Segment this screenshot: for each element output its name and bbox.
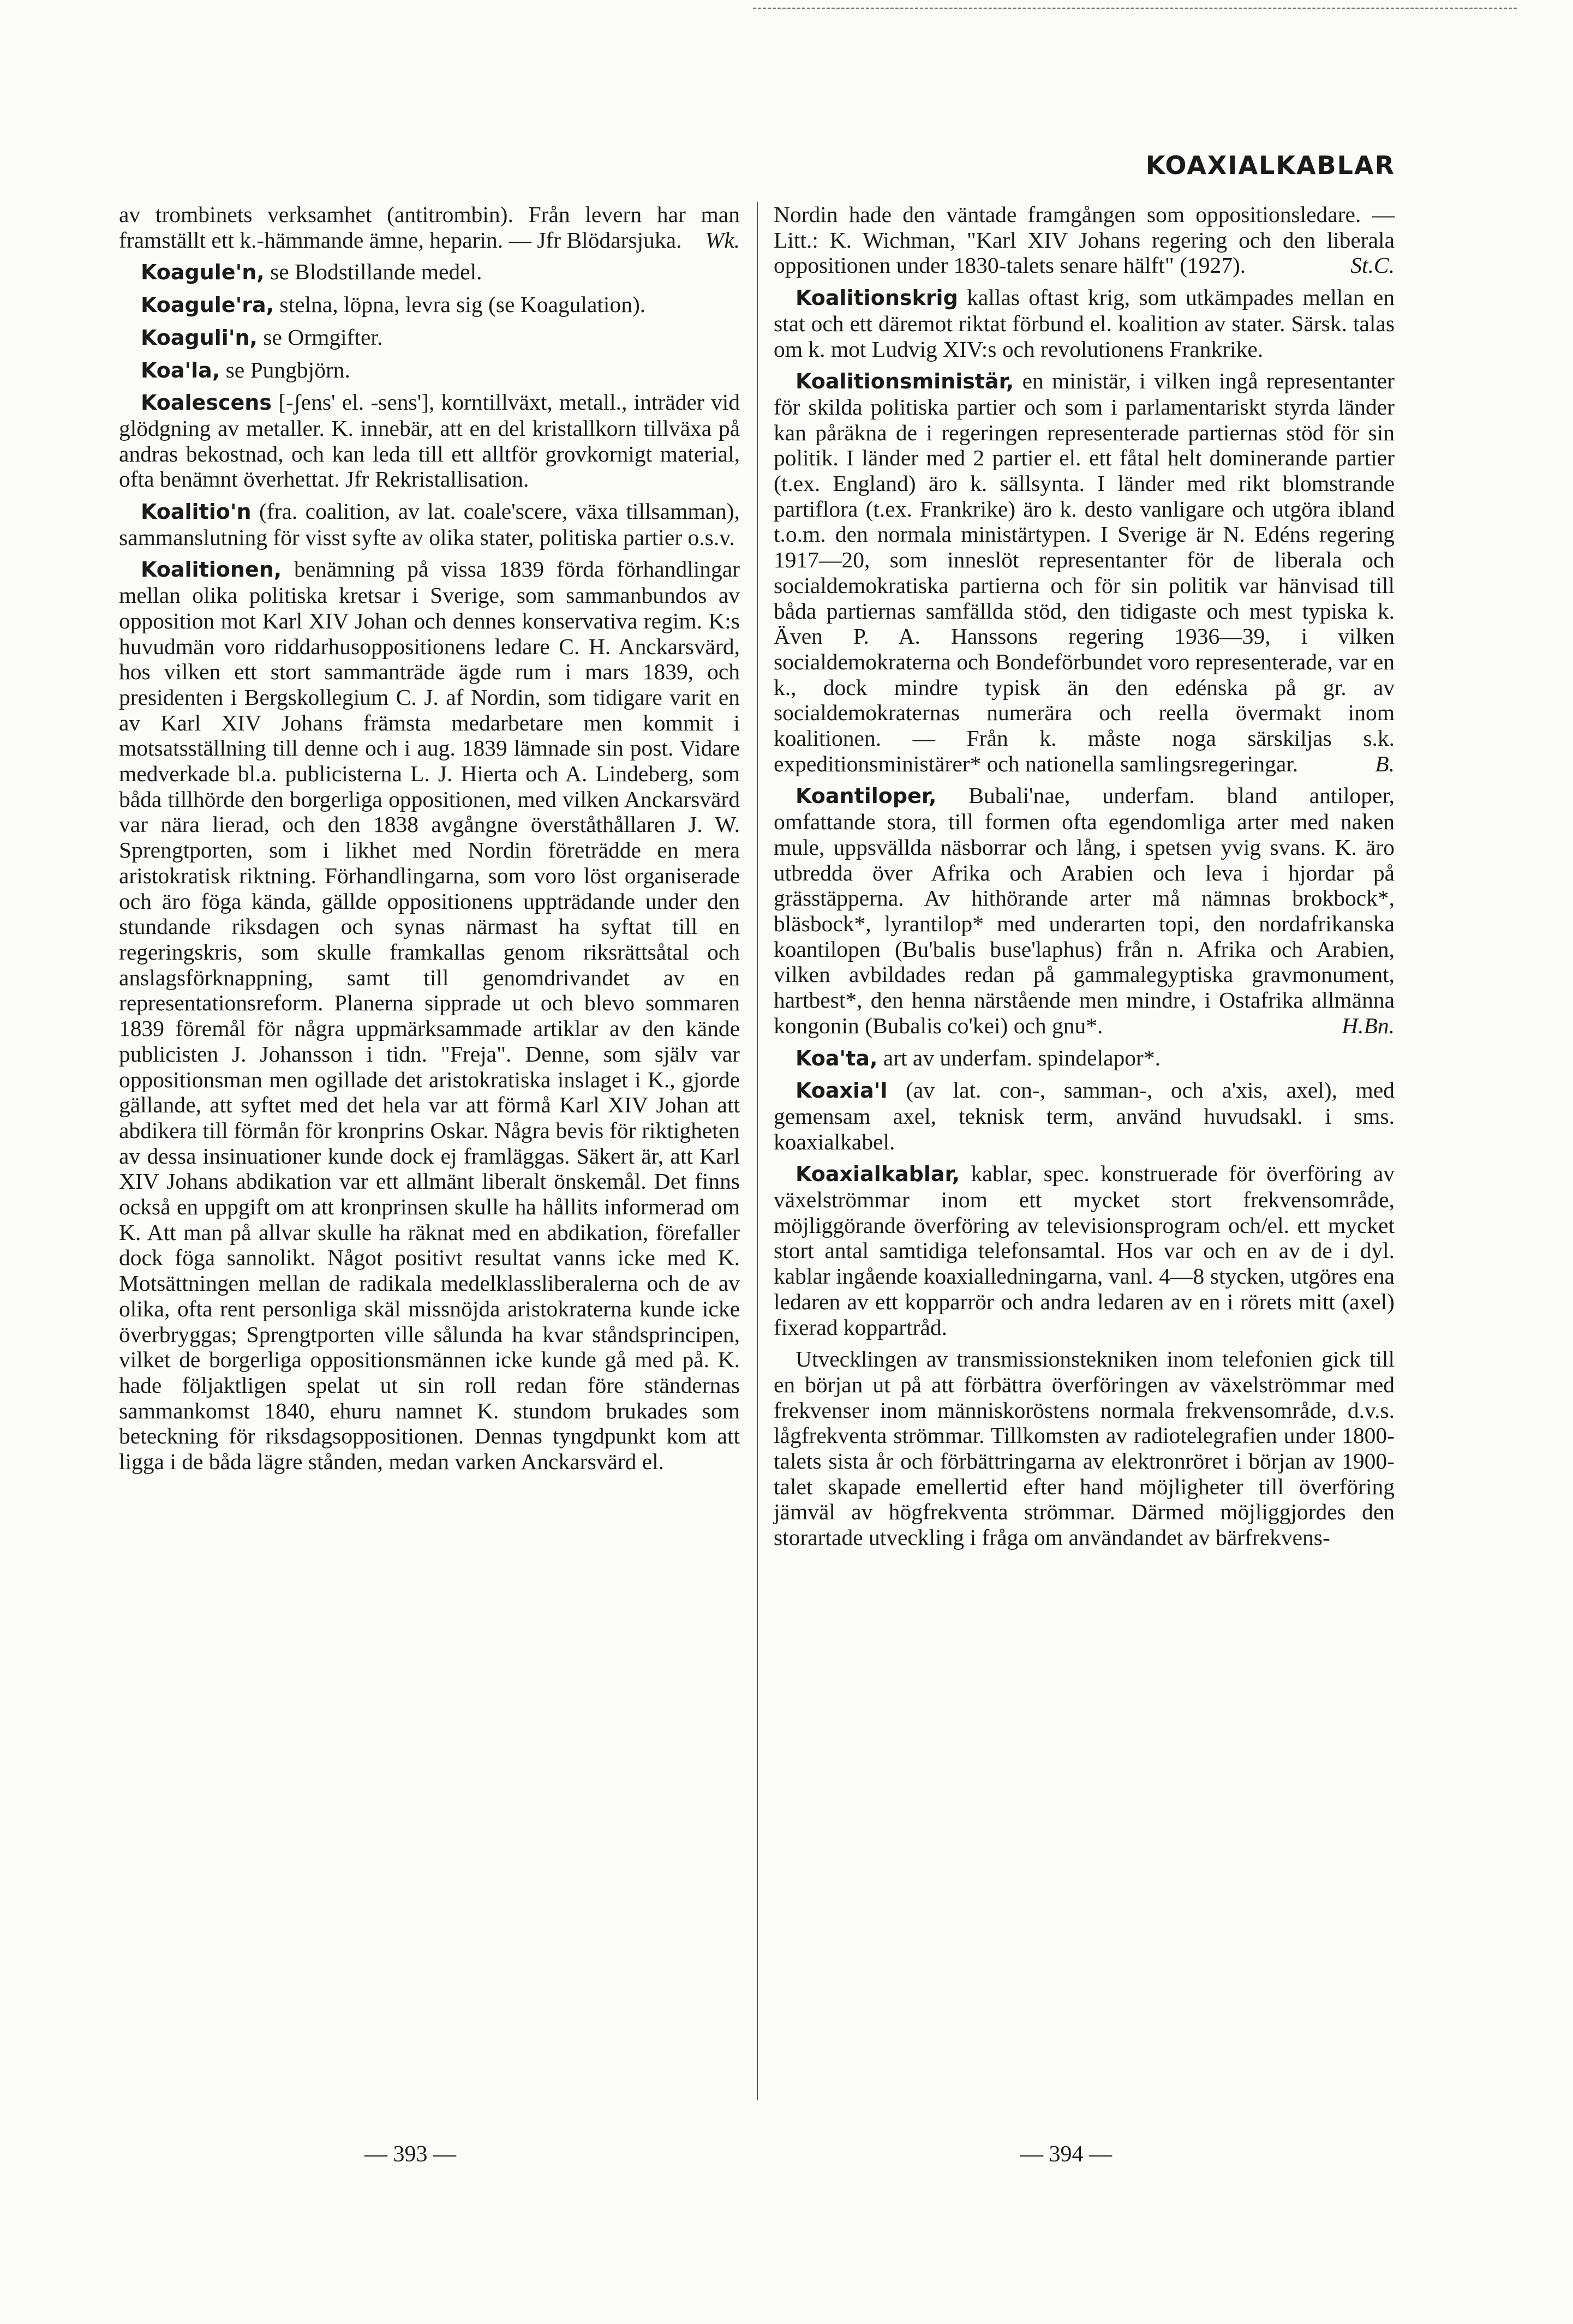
dictionary-entry — [119, 259, 740, 285]
dictionary-entry — [119, 292, 740, 318]
entry-headword: Koa'la, — [141, 358, 220, 382]
dictionary-entry — [119, 390, 740, 492]
entry-text: art av underfam. spindelapor*. — [877, 1045, 1161, 1070]
dictionary-entry — [119, 357, 740, 384]
dictionary-entry — [774, 1346, 1395, 1550]
running-header: KOAXIALKABLAR — [1145, 151, 1395, 180]
entry-headword: Koagule'ra, — [141, 293, 274, 318]
entry-text: se Ormgifter. — [257, 324, 383, 350]
dictionary-entry — [774, 285, 1395, 362]
entry-text: av trombinets verksamhet (antitrombin). Från levern har man framställt ett k.-hämmande ämne, heparin. — Jfr Blödarsjuka. — [119, 202, 740, 253]
entry-text: [-ʃens' el. -sens'], korntillväxt, metall., inträder vid glödgning av metaller. K. innebär, att en del kristallkorn tillväxa på andras bekostnad, och kan leda till ett alltför grovkornigt material, ofta benämnt överhettat. Jfr Rekristallisation. — [119, 390, 740, 492]
entry-headword: Koantiloper, — [796, 784, 937, 808]
scan-top-edge-mark — [753, 8, 1517, 11]
entry-text: (fra. coalition, av lat. coale'scere, växa tillsamman), sammanslutning för visst syfte av olika stater, politiska partier o.s.v. — [119, 499, 740, 550]
entry-headword: Koaguli'n, — [141, 325, 258, 350]
entry-headword: Koalitionen, — [141, 558, 282, 582]
entry-headword: Koa'ta, — [796, 1046, 878, 1070]
entry-text: Bubali'nae, underfam. bland antiloper, omfattande stora, till formen ofta egendomliga arter med naken mule, uppsvällda näsborrar och lång, i spetsen yvig svans. K. äro utbredda över Afrika och Arabien och leva i hjordar på grässtäpperna. Av hithörande arter må nämnas brokbock*, bläsbock*, lyrantilop* med underarten topi, den nordafrikanska koantilopen (Bu'balis buse'laphus) från n. Afrika och Arabien, vilken avbildades redan på gammalegyptiska gravmonument, hartbest*, den henna närstående men mindre, i Ostafrika allmänna kongonin (Bubalis co'kei) och gnu*. — [774, 783, 1395, 1038]
entry-text: se Pungbjörn. — [220, 357, 350, 382]
entry-text: stelna, löpna, levra sig (se Koagulation). — [274, 292, 646, 318]
dictionary-entry — [119, 499, 740, 550]
entry-text: benämning på vissa 1839 förda förhandlingar mellan olika politiska kretsar i Sverige, som sammanbundos av opposition mot Karl XIV Johan och dennes konservativa regim. K:s huvudmän voro riddarhusoppositionens ledare C. H. Anckarsvärd, hos vilken ett stort sammanträde ägde rum i mars 1839, och presidenten i Bergskollegium C. J. af Nordin, som tidigare varit en av Karl XIV Johans främsta medarbetare men kommit i motsatsställning till denne och i aug. 1839 lämnade sin post. Vidare medverkade bl.a. publicisterna L. J. Hierta och A. Lindeberg, som båda tillhörde den borgerliga oppositionen, med vilken Anckarsvärd var nära lierad, och den 1838 avgångne överståthållaren J. W. Sprengtporten, som i likhet med Nordin företrädde en mera aristokratisk riktning. Förhandlingarna, som voro löst organiserade och äro föga kända, gällde oppositionens uppträdande under den stundande riksdagen och synas närmast ha syftat till en regeringskris, som skulle framkallas genom riksrättsåtal och anslagsförknappning, samt till genomdrivandet av en representationsreform. Planerna sipprade ut och blevo sommaren 1839 föremål för några uppmärksammade artiklar av den kände publicisten J. Johansson i tidn. "Freja". Denne, som själv var oppositionsman men ogillade det aristokratiska inslaget i K., gjorde gällande, att syftet med det hela var att förmå Karl XIV Johan att abdikera till förmån för kronprins Oskar. Några bevis för riktigheten av dessa insinuationer kunde dock ej framläggas. Säkert är, att Karl XIV Johans abdikation var ett allmänt liberalt önskemål. Det finns också en uppgift om att kronprinsen skulle ha hållits informerad om K. Att man på allvar skulle ha räknat med en abdikation, förefaller dock föga sannolikt. Något positivt resultat vanns icke med K. Motsättningen mellan de radikala medelklassliberalerna och de av olika, ofta rent personliga skäl missnöjda aristokraterna kunde icke överbryggas; Sprengtporten ville sålunda ha kvar ståndsprincipen, vilket de borgerliga oppositionsmännen icke kunde gå med på. K. hade följaktligen spelat ut sin roll redan före ständernas sammankomst 1840, ehuru namnet K. stundom brukades som beteckning för riksdagsoppositionen. Dennas tyngdpunkt kom att ligga i de båda lägre stånden, medan varken Anckarsvärd el. — [119, 556, 740, 1475]
dictionary-entry — [119, 202, 740, 253]
dictionary-entry — [774, 1077, 1395, 1154]
entry-text: se Blodstillande medel. — [264, 259, 482, 285]
page-number-left: — 393 — — [364, 2142, 456, 2167]
entry-text: (av lat. con-, samman-, och a'xis, axel), med gemensam axel, teknisk term, använd huvudsakl. i sms. koaxialkabel. — [774, 1077, 1395, 1154]
author-signature: B. — [1375, 751, 1395, 776]
dictionary-entry — [774, 1161, 1395, 1340]
author-signature: H.Bn. — [1342, 1013, 1395, 1038]
entry-headword: Koaxia'l — [796, 1079, 888, 1103]
right-column — [774, 202, 1395, 1557]
entry-text: Nordin hade den väntade framgången som oppositionsledare. — Litt.: K. Wichman, "Karl XIV Johans regering och den liberala oppositionen under 1830-talets senare hälft" (1927). — [774, 202, 1395, 278]
entry-headword: Koagule'n, — [141, 260, 265, 285]
dictionary-entry — [774, 1045, 1395, 1071]
author-signature: Wk. — [705, 227, 740, 253]
entry-text: en ministär, i vilken ingå representanter för skilda politiska partier och som i parlamentariskt styrda länder kan påräkna de i regeringen representerade partiernas stöd för sin politik. I länder med 2 partier el. ett fåtal helt dominerande partier (t.ex. England) äro k. sällsynta. I länder med rikt blomstrande partiflora (t.ex. Frankrike) äro k. desto vanligare och utgöra ibland t.o.m. den normala ministärtypen. I Sverige är N. Edéns regering 1917—20, som inneslöt representanter för de liberala och socialdemokratiska partierna och för sin politik var hänvisad till båda partiernas samfällda stöd, den tidigaste och mest typiska k. Även P. A. Hanssons regering 1936—39, i vilken socialdemokraterna och Bondeförbundet voro representerade, var en k., dock mindre typisk än den edénska på gr. av socialdemokraternas numerära och reella övermakt inom koalitionen. — Från k. måste noga särskiljas s.k. expeditionsministärer* och nationella samlingsregeringar. — [774, 368, 1395, 776]
page-number-right: — 394 — — [1020, 2142, 1112, 2167]
entry-headword: Koalitio'n — [141, 500, 252, 524]
entry-text: kallas oftast krig, som utkämpades mellan en stat och ett däremot riktat förbund el. koalition av stater. Särsk. talas om k. mot Ludvig XIV:s och revolutionens Frankrike. — [774, 285, 1395, 362]
dictionary-entry — [774, 202, 1395, 278]
entry-headword: Koalitionsministär, — [796, 369, 1014, 394]
dictionary-entry — [774, 783, 1395, 1038]
left-column — [119, 202, 740, 1481]
entry-text: Utvecklingen av transmissionstekniken inom telefonien gick till en början ut på att förbättra överföringen av växelströmmar med frekvenser inom människoröstens normala frekvensområde, d.v.s. lågfrekventa strömmar. Tillkomsten av radiotelegrafien under 1800-talets sista år och förbättringarna av elektronröret i början av 1900-talet skapade emellertid efter hand möjligheter till överföring jämväl av högfrekventa strömmar. Därmed möjliggjordes den storartade utveckling i fråga om användandet av bärfrekvens- — [774, 1346, 1395, 1550]
entry-text: kablar, spec. konstruerade för överföring av växelströmmar inom ett mycket stort frekvensområde, möjliggörande överföring av televisionsprogram och/el. ett mycket stort antal samtidiga telefonsamtal. Hos var och en av de i dyl. kablar ingående koaxialledningarna, vanl. 4—8 stycken, utgöres ena ledaren av ett kopparrör och andra ledaren av en i rörets mitt (axel) fixerad koppartråd. — [774, 1161, 1395, 1340]
dictionary-entry — [119, 325, 740, 351]
entry-headword: Koalescens — [141, 391, 272, 415]
dictionary-entry — [774, 368, 1395, 776]
author-signature: St.C. — [1350, 253, 1395, 278]
column-divider — [757, 202, 758, 2100]
entry-headword: Koalitionskrig — [796, 286, 958, 310]
dictionary-entry — [119, 556, 740, 1474]
entry-headword: Koaxialkablar, — [796, 1162, 960, 1187]
